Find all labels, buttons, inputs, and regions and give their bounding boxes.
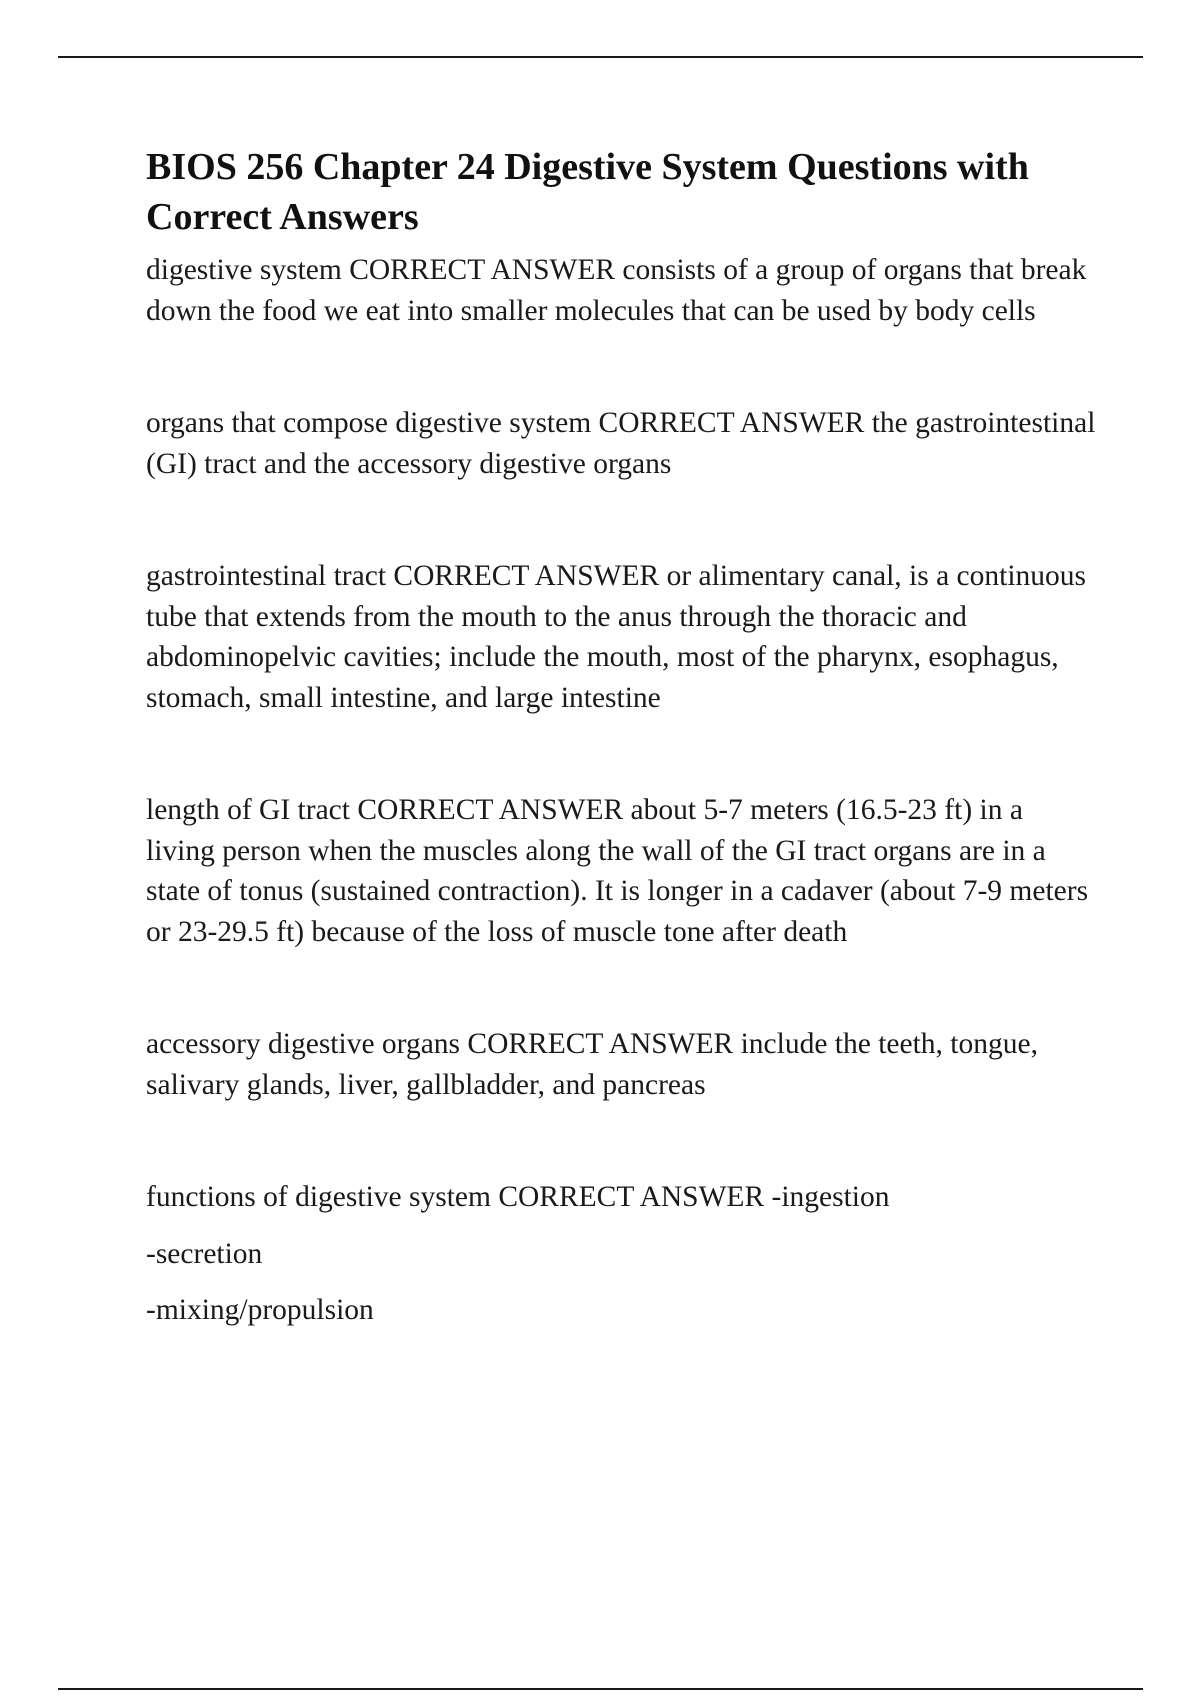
document-content	[146, 142, 1096, 1331]
top-horizontal-rule	[58, 56, 1143, 58]
qa-entry-length-of-gi-tract: length of GI tract CORRECT ANSWER about 5-7 meters (16.5-23 ft) in a living person when the muscles along the wall of the GI tract organs are in a state of tonus (sustained contraction). It is longer in a cadaver (about 7-9 meters or 23-29.5 ft) because of the loss of muscle tone after death	[146, 794, 1089, 948]
qa-entry-functions-mixing: -mixing/propulsion	[146, 1294, 374, 1326]
bottom-horizontal-rule	[58, 1688, 1143, 1690]
qa-entry-functions: functions of digestive system CORRECT ANSWER -ingestion	[146, 1181, 890, 1213]
qa-entry-gastrointestinal-tract: gastrointestinal tract CORRECT ANSWER or alimentary canal, is a continuous tube that extends from the mouth to the anus through the thoracic and abdominopelvic cavities; include the mouth, most of the pharynx, esophagus, stomach, small intestine, and large intestine	[146, 560, 1087, 714]
qa-entry-accessory-organs: accessory digestive organs CORRECT ANSWER include the teeth, tongue, salivary glands, liver, gallbladder, and pancreas	[146, 1028, 1038, 1101]
qa-entry-digestive-system: digestive system CORRECT ANSWER consists of a group of organs that break down the food we eat into smaller molecules that can be used by body cells	[146, 254, 1087, 327]
document-title: BIOS 256 Chapter 24 Digestive System Questions with Correct Answers	[146, 146, 1029, 238]
qa-entry-organs-that-compose: organs that compose digestive system CORRECT ANSWER the gastrointestinal (GI) tract and the accessory digestive organs	[146, 407, 1096, 480]
qa-entry-functions-secretion: -secretion	[146, 1237, 263, 1270]
